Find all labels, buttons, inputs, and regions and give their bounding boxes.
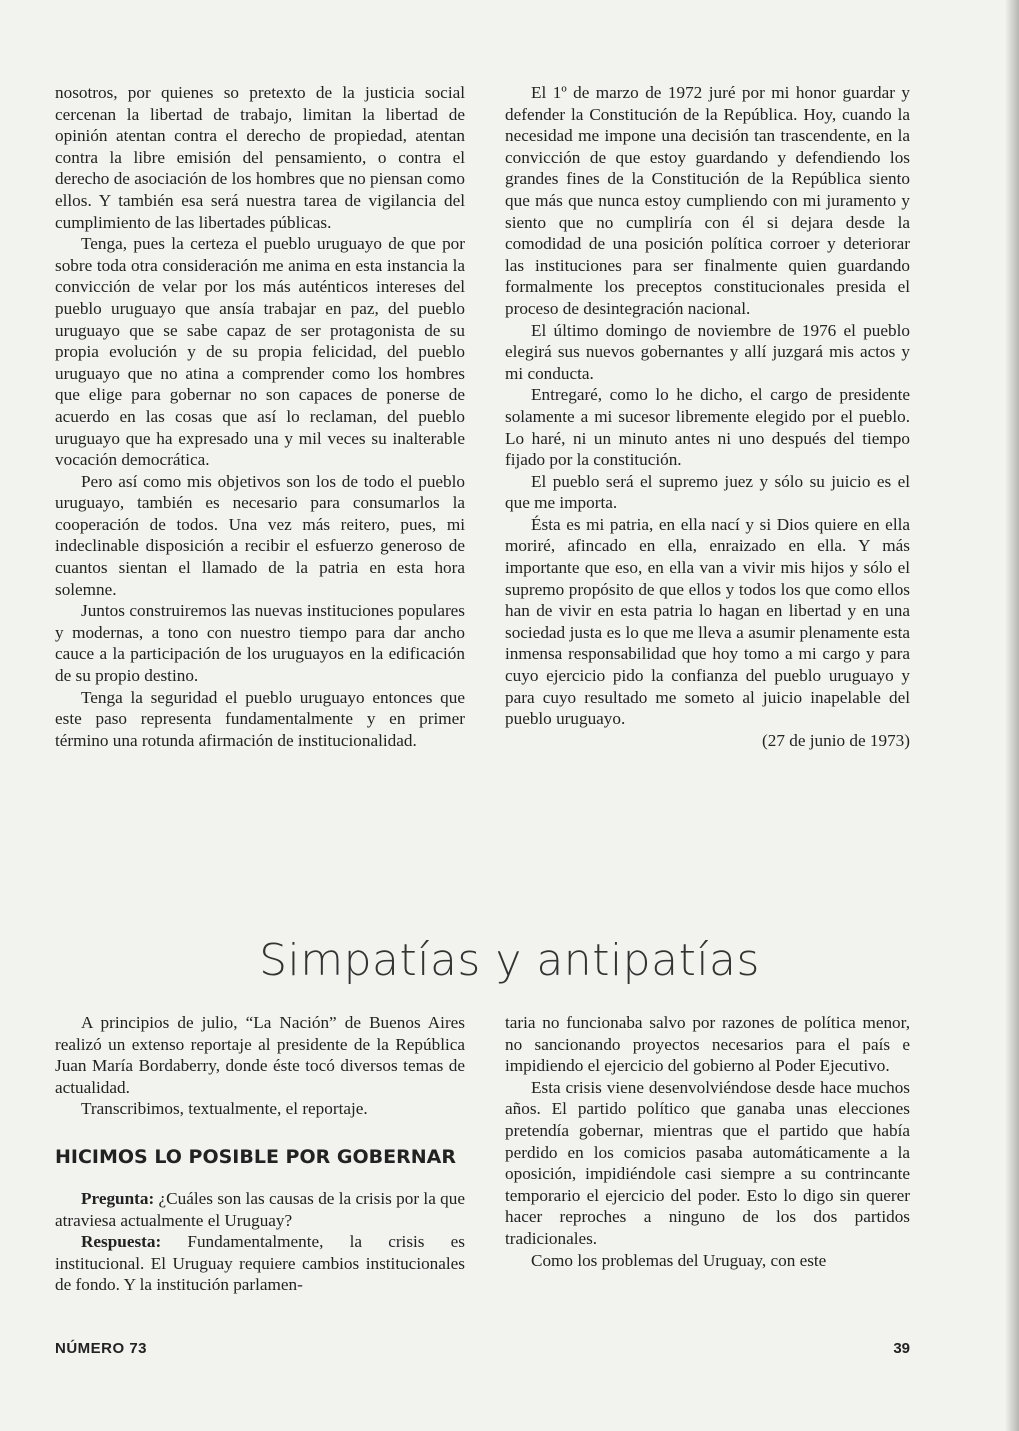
paragraph: Entregaré, como lo he dicho, el cargo de presidente solamente a mi sucesor libremente elegido por el pueblo. Lo haré, ni un minuto antes ni uno después del tiempo fijado por la constitución. — [505, 385, 910, 470]
paragraph: Ésta es mi patria, en ella nací y si Dios quiere en ella moriré, afincado en ella, enraizado en ella. Y más importante que eso, en ella van a vivir mis hijos y sólo el supremo propósito de que ellos y todos los que como ellos han de vivir en esta patria lo hagan en libertad y en una sociedad justa es lo que me lleva a asumir plenamente esta inmensa responsabilidad que hoy tomo a mi cargo y para cuyo ejercicio pido la confianza del pueblo uruguayo y para cuyo resultado me someto al juicio inapelable del pueblo uruguayo. — [505, 514, 910, 729]
interview-subhead: HICIMOS LO POSIBLE POR GOBERNAR — [55, 1145, 456, 1168]
column-bottom-right — [505, 1012, 910, 1271]
column-top-right — [505, 82, 910, 751]
answer-paragraph — [55, 1231, 465, 1296]
section-title: Simpatías y antipatías — [259, 935, 760, 986]
page-number: 39 — [893, 1340, 910, 1357]
answer-text: Fundamentalmente, la crisis es institucional. El Uruguay requiere cambios institucionales de fondo. Y la institución parlamen- — [55, 1232, 465, 1295]
column-bottom-left — [55, 1012, 465, 1296]
paragraph: El último domingo de noviembre de 1976 el pueblo elegirá sus nuevos gobernantes y allí juzgará mis actos y mi conducta. — [505, 320, 910, 383]
paragraph: Tenga, pues la certeza el pueblo uruguayo de que por sobre toda otra consideración me anima en esta instancia la convicción de velar por los más auténticos intereses del pueblo uruguayo que ansía trabajar en paz, del pueblo uruguayo que se sabe capaz de ser protagonista de su propia evolución y de su propia felicidad, del pueblo uruguayo que no atina a comprender como los hombres que elige para gobernar no son capaces de ponerse de acuerdo en las cosas que así lo reclaman, del pueblo uruguayo que ha expresado una y mil veces su inalterable vocación democrática. — [55, 234, 465, 470]
column-top-left — [55, 82, 465, 751]
paragraph: nosotros, por quienes so pretexto de la justicia social cercenan la libertad de trabajo, limitan la libertad de opinión atentan contra el derecho de propiedad, atentan contra la libre emisión del pensamiento, o contra el derecho de asociación de los hombres que no piensan como ellos. Y también esa será nuestra tarea de vigilancia del cumplimiento de las libertades públicas. — [55, 83, 465, 232]
question-paragraph — [55, 1188, 465, 1231]
page-edge-shadow — [1005, 0, 1019, 1431]
question-label: Pregunta: — [81, 1188, 155, 1208]
paragraph: Juntos construiremos las nuevas instituciones populares y modernas, a tono con nuestro tiempo para dar ancho cauce a la participación de los uruguayos en la edificación de su propio destino. — [55, 601, 465, 686]
issue-number: NÚMERO 73 — [55, 1340, 148, 1357]
paragraph: Tenga la seguridad el pueblo uruguayo entonces que este paso representa fundamentalmente y en primer término una rotunda afirmación de institucionalidad. — [55, 687, 465, 750]
question-text: ¿Cuáles son las causas de la crisis por la que atraviesa actualmente el Uruguay? — [55, 1188, 465, 1230]
speech-date: (27 de junio de 1973) — [762, 730, 910, 750]
paragraph: Pero así como mis objetivos son los de todo el pueblo uruguayo, también es necesario para consumarlos la cooperación de todos. Una vez más reitero, pues, mi indeclinable disposición a recibir el esfuerzo generoso de cuantos sientan el llamado de la patria en esta hora solemne. — [55, 471, 465, 599]
paragraph: taria no funcionaba salvo por razones de política menor, no sancionando proyectos necesarios para el país e impidiendo el ejercicio del gobierno al Poder Ejecutivo. — [505, 1013, 910, 1076]
paragraph: El pueblo será el supremo juez y sólo su juicio es el que me importa. — [505, 471, 910, 513]
answer-label: Respuesta: — [81, 1232, 162, 1252]
paragraph: Como los problemas del Uruguay, con este — [531, 1250, 827, 1270]
paragraph: Esta crisis viene desenvolviéndose desde hace muchos años. El partido político que ganaba unas elecciones pretendía gobernar, mientras que el partido que había perdido en los comicios pasaba automáticamente a la oposición, impidiéndole casi siempre a su contrincante temporario el ejercicio del poder. Esto lo digo sin querer hacer reproches a ninguno de los dos partidos tradicionales. — [505, 1077, 910, 1248]
intro-paragraph: Transcribimos, textualmente, el reportaje. — [81, 1099, 368, 1119]
paragraph: El 1º de marzo de 1972 juré por mi honor guardar y defender la Constitución de la República. Hoy, cuando la necesidad me impone una decisión tan trascendente, en la convicción de que estoy guardando y defendiendo los grandes fines de la Constitución de la República siento que más que nunca estoy cumpliendo con mi juramento y siento que no cumpliría con él si dejara desde la comodidad de una posición política corroer y deteriorar las instituciones para ser finalmente quien guardando formalmente los preceptos constitucionales presida el proceso de desintegración nacional. — [505, 83, 910, 318]
intro-paragraph: A principios de julio, “La Nación” de Buenos Aires realizó un extenso reportaje al presidente de la República Juan María Bordaberry, donde éste tocó diversos temas de actualidad. — [55, 1013, 465, 1097]
